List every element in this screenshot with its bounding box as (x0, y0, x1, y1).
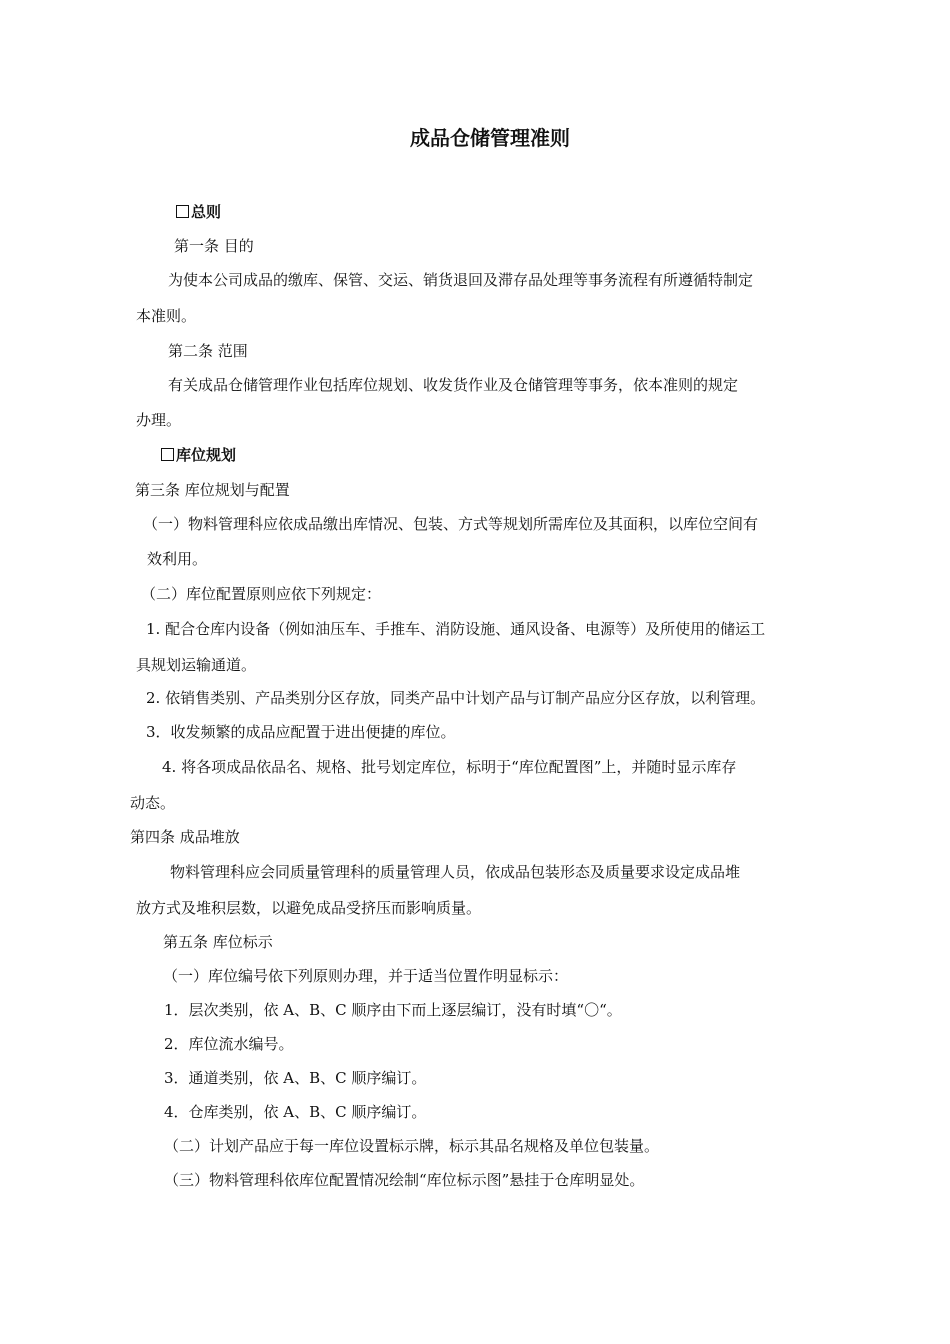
section-heading-label: 总则 (191, 203, 222, 221)
article-2-text-line: 有关成品仓储管理作业包括库位规划、收发货作业及仓储管理等事务，依本准则的规定 (168, 376, 739, 394)
article-1-text-line: 本准则。 (136, 307, 197, 325)
article-5-item-line: （二）计划产品应于每一库位设置标示牌，标示其品名规格及单位包装量。 (164, 1137, 660, 1155)
article-4-heading: 第四条 成品堆放 (130, 828, 240, 846)
article-4-text-line: 物料管理科应会同质量管理科的质量管理人员，依成品包装形态及质量要求设定成品堆 (170, 863, 741, 881)
article-3-subitem-line: 具规划运输通道。 (136, 656, 257, 674)
article-3-subitem-line: 2. 依销售类别、产品类别分区存放，同类产品中计划产品与订制产品应分区存放，以利管理。 (146, 689, 766, 707)
section-heading-general (176, 202, 221, 222)
article-2-heading: 第二条 范围 (168, 342, 248, 360)
section-heading-label: 库位规划 (176, 446, 237, 464)
article-4-text-line: 放方式及堆积层数，以避免成品受挤压而影响质量。 (136, 899, 482, 917)
article-3-subitem-line: 4. 将各项成品依品名、规格、批号划定库位，标明于“库位配置图”上，并随时显示库存 (162, 758, 737, 776)
article-3-subitem-line: 3．收发频繁的成品应配置于进出便捷的库位。 (146, 723, 456, 741)
article-5-heading: 第五条 库位标示 (163, 933, 273, 951)
article-3-item-line: （二）库位配置原则应依下列规定： (141, 585, 382, 603)
article-3-item-line: 效利用。 (147, 550, 208, 568)
article-5-subitem-line: 4．仓库类别，依 A、B、C 顺序编订。 (164, 1103, 427, 1121)
section-heading-storage-planning (161, 445, 236, 465)
article-3-item-line: （一）物料管理科应依成品缴出库情况、包装、方式等规划所需库位及其面积，以库位空间有 (143, 515, 759, 533)
article-3-heading: 第三条 库位规划与配置 (135, 481, 290, 499)
article-5-subitem-line: 3．通道类别，依 A、B、C 顺序编订。 (164, 1069, 427, 1087)
article-5-item-line: （三）物料管理科依库位配置情况绘制“库位标示图”悬挂于仓库明显处。 (164, 1171, 645, 1189)
document-title: 成品仓储管理准则 (410, 126, 570, 150)
article-5-subitem-line: 2．库位流水编号。 (164, 1035, 294, 1053)
article-1-text-line: 为使本公司成品的缴库、保管、交运、销货退回及滞存品处理等事务流程有所遵循特制定 (168, 271, 754, 289)
article-5-subitem-line: 1．层次类别，依 A、B、C 顺序由下而上逐层编订，没有时填“〇“。 (164, 1001, 622, 1019)
article-5-item-line: （一）库位编号依下列原则办理，并于适当位置作明显标示： (163, 967, 569, 985)
checkbox-icon (176, 205, 189, 218)
article-1-heading: 第一条 目的 (174, 237, 254, 255)
article-3-subitem-line: 动态。 (130, 794, 176, 812)
article-2-text-line: 办理。 (136, 411, 182, 429)
checkbox-icon (161, 448, 174, 461)
article-3-subitem-line: 1. 配合仓库内设备（例如油压车、手推车、消防设施、通风设备、电源等）及所使用的储运工 (146, 620, 766, 638)
